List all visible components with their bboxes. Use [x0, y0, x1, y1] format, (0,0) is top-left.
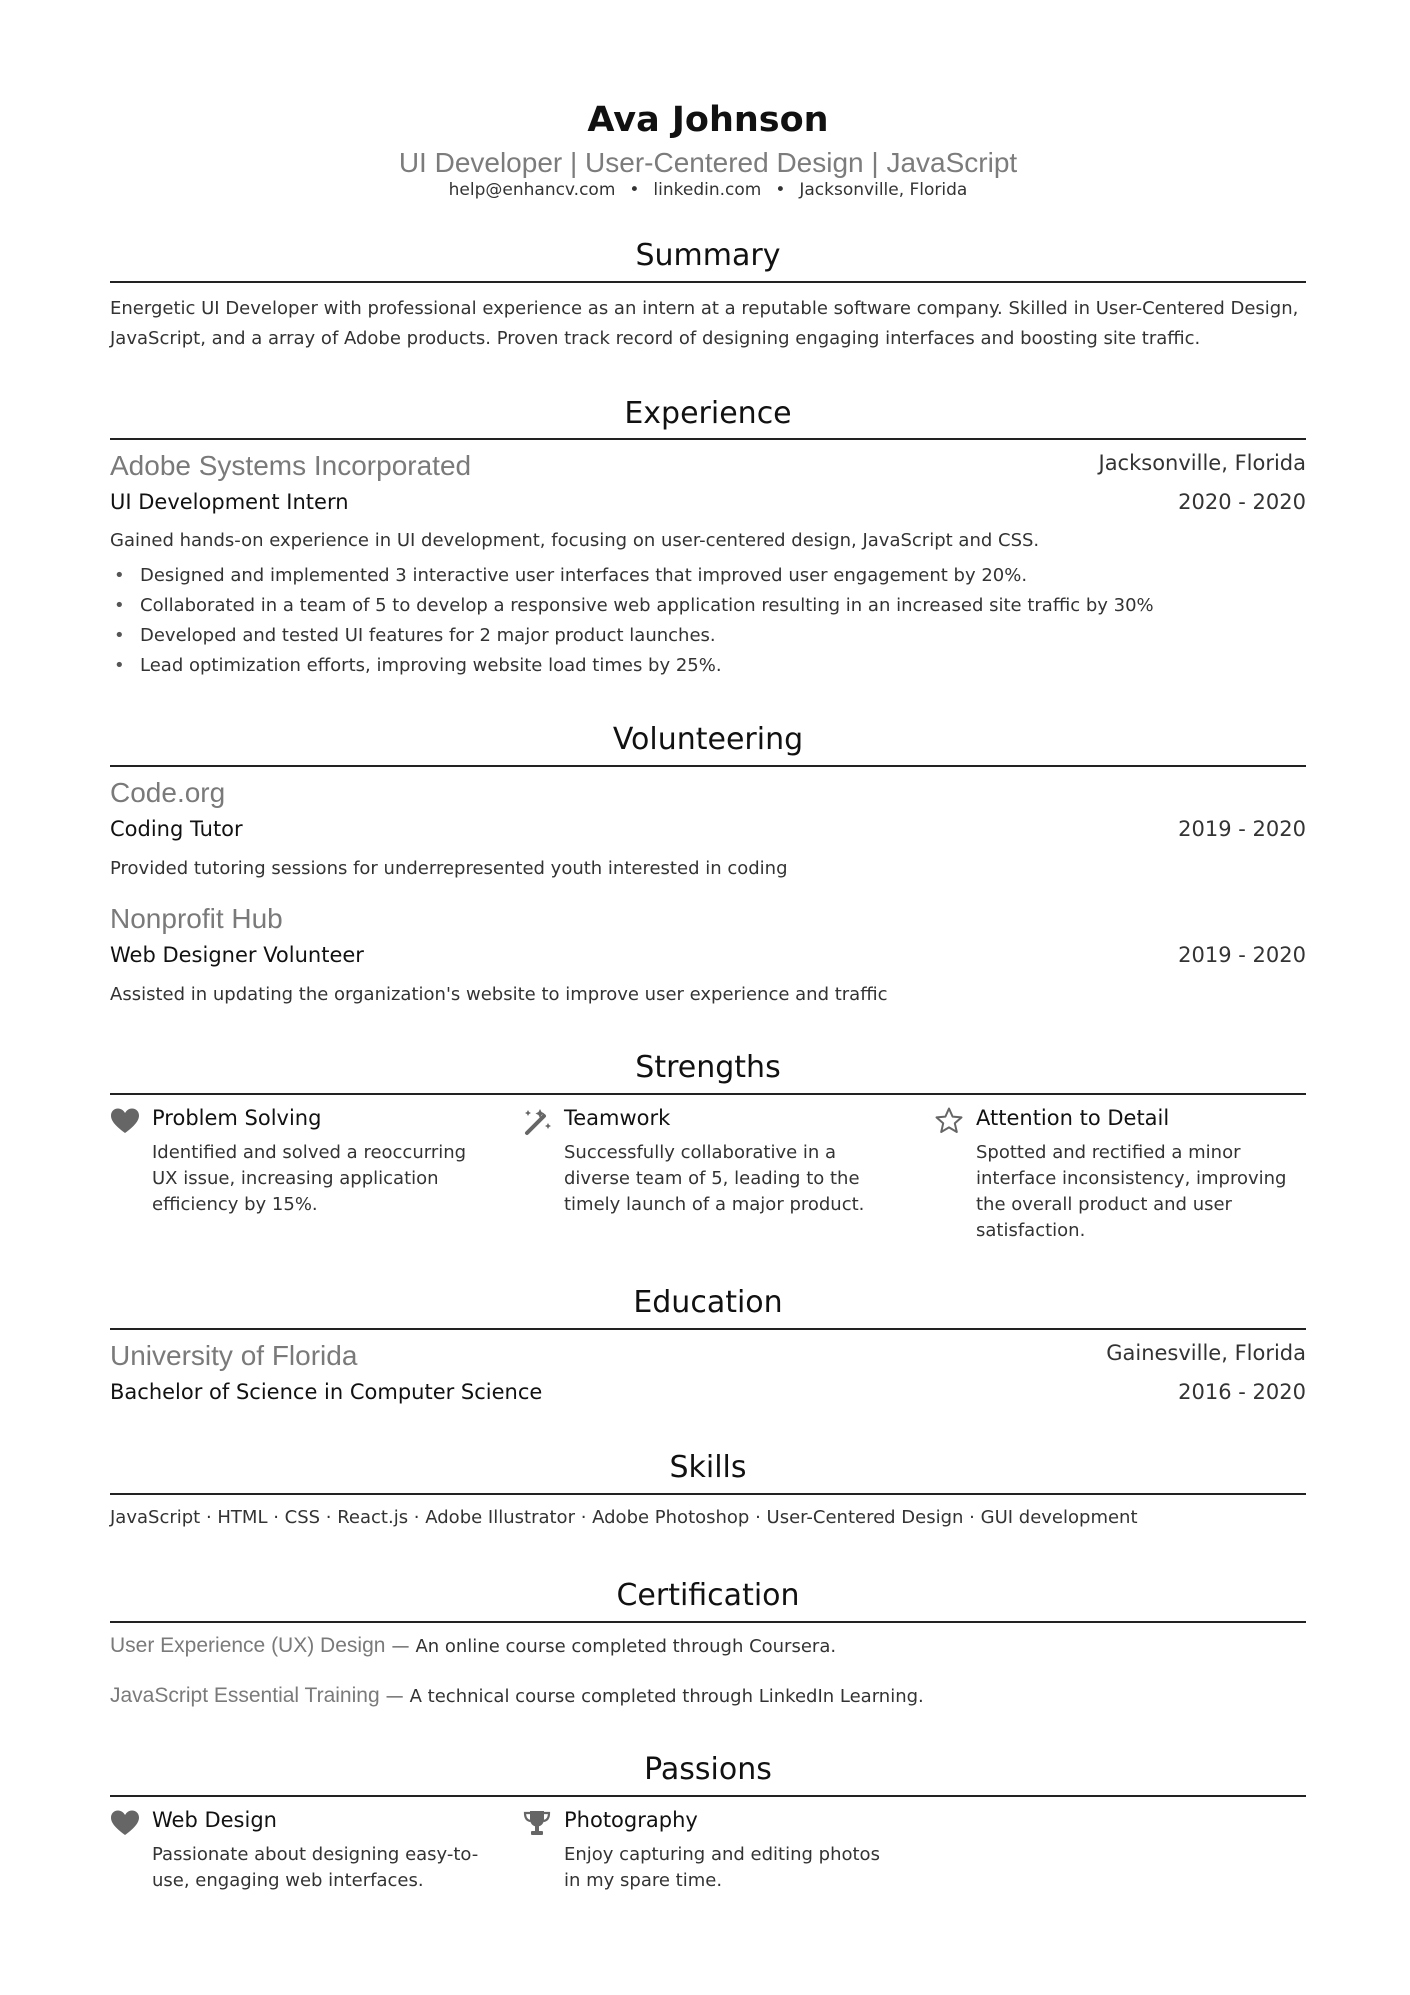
strength-description: Successfully collaborative in a diverse team of 5, leading to the timely launch of a major product. [564, 1142, 865, 1215]
heart-icon [110, 1808, 140, 1838]
list-item: • Lead optimization efforts, improving website load times by 25%. [110, 651, 1306, 681]
strength-title: Teamwork [564, 1106, 671, 1130]
summary-heading: Summary [635, 238, 781, 273]
passion-description: Enjoy capturing and editing photos in my spare time. [564, 1844, 880, 1891]
section-divider [110, 1795, 1306, 1797]
passion-description: Passionate about designing easy-to-use, engaging web interfaces. [152, 1844, 479, 1891]
strength-description: Identified and solved a reoccurring UX issue, increasing application efficiency by 15%. [152, 1142, 467, 1215]
list-item: • Collaborated in a team of 5 to develop a responsive web application resulting in an increased site traffic by 30% [110, 591, 1306, 621]
volunteer-dates: 2019 - 2020 [1178, 817, 1306, 841]
list-item: • Developed and tested UI features for 2 major product launches. [110, 621, 1306, 651]
strengths-heading: Strengths [635, 1050, 781, 1085]
list-item: • Designed and implemented 3 interactive user interfaces that improved user engagement by 20%. [110, 561, 1306, 591]
volunteer-org: Nonprofit Hub [110, 903, 283, 934]
linkedin-link[interactable]: linkedin.com [653, 180, 762, 200]
passion-title: Photography [564, 1808, 698, 1832]
certification-item [110, 1684, 924, 1708]
separator-dot: • [775, 180, 786, 200]
strength-title: Attention to Detail [976, 1106, 1170, 1130]
experience-description: Gained hands-on experience in UI development, focusing on user-centered design, JavaScript and CSS. [110, 530, 1040, 551]
summary-text: Energetic UI Developer with professional experience as an intern at a reputable software company. Skilled in User-Centered Design, JavaScript, and a array of Adobe products. Proven track record of designing engaging interfaces and boosting site traffic. [110, 298, 1299, 349]
certification-name: User Experience (UX) Design [110, 1634, 386, 1657]
magic-wand-icon [522, 1106, 552, 1136]
volunteer-description: Provided tutoring sessions for underrepresented youth interested in coding [110, 858, 788, 879]
volunteer-dates: 2019 - 2020 [1178, 943, 1306, 967]
heart-icon [110, 1106, 140, 1136]
education-dates: 2016 - 2020 [1178, 1380, 1306, 1404]
volunteer-description: Assisted in updating the organization's website to improve user experience and traffic [110, 984, 888, 1005]
certification-heading: Certification [616, 1578, 800, 1613]
section-divider [110, 438, 1306, 440]
certification-description: An online course completed through Coursera. [415, 1636, 837, 1657]
section-divider [110, 1493, 1306, 1495]
contact-line [110, 180, 1306, 200]
separator-dash: — [391, 1636, 410, 1657]
candidate-headline: UI Developer | User-Centered Design | JavaScript [398, 147, 1018, 178]
passion-title: Web Design [152, 1808, 277, 1832]
trophy-icon [522, 1808, 552, 1838]
education-degree: Bachelor of Science in Computer Science [110, 1380, 543, 1404]
education-location: Gainesville, Florida [1106, 1341, 1306, 1365]
volunteering-heading: Volunteering [612, 722, 804, 757]
section-divider [110, 281, 1306, 283]
volunteer-role: Web Designer Volunteer [110, 943, 364, 967]
experience-bullets [110, 561, 1306, 681]
experience-location: Jacksonville, Florida [1098, 451, 1306, 475]
education-school: University of Florida [110, 1340, 358, 1371]
section-divider [110, 1093, 1306, 1095]
star-icon [934, 1106, 964, 1136]
experience-role: UI Development Intern [110, 490, 349, 514]
education-heading: Education [633, 1285, 783, 1320]
certification-name: JavaScript Essential Training [110, 1684, 380, 1707]
experience-heading: Experience [624, 396, 792, 431]
passions-heading: Passions [644, 1752, 772, 1787]
separator-dash: — [385, 1686, 404, 1707]
candidate-name: Ava Johnson [587, 100, 829, 140]
certification-item [110, 1634, 836, 1658]
skills-heading: Skills [669, 1450, 747, 1485]
section-divider [110, 1328, 1306, 1330]
email-link[interactable]: help@enhancv.com [448, 180, 616, 200]
section-divider [110, 765, 1306, 767]
separator-dot: • [629, 180, 640, 200]
volunteer-role: Coding Tutor [110, 817, 243, 841]
experience-company: Adobe Systems Incorporated [110, 450, 472, 481]
experience-dates: 2020 - 2020 [1178, 490, 1306, 514]
volunteer-org: Code.org [110, 777, 226, 808]
location-text: Jacksonville, Florida [799, 180, 968, 200]
section-divider [110, 1621, 1306, 1623]
certification-description: A technical course completed through LinkedIn Learning. [409, 1686, 924, 1707]
strength-title: Problem Solving [152, 1106, 322, 1130]
strength-description: Spotted and rectified a minor interface inconsistency, improving the overall product and user satisfaction. [976, 1142, 1287, 1241]
skills-list: JavaScript · HTML · CSS · React.js · Adobe Illustrator · Adobe Photoshop · User-Centered Design · GUI development [110, 1507, 1138, 1528]
